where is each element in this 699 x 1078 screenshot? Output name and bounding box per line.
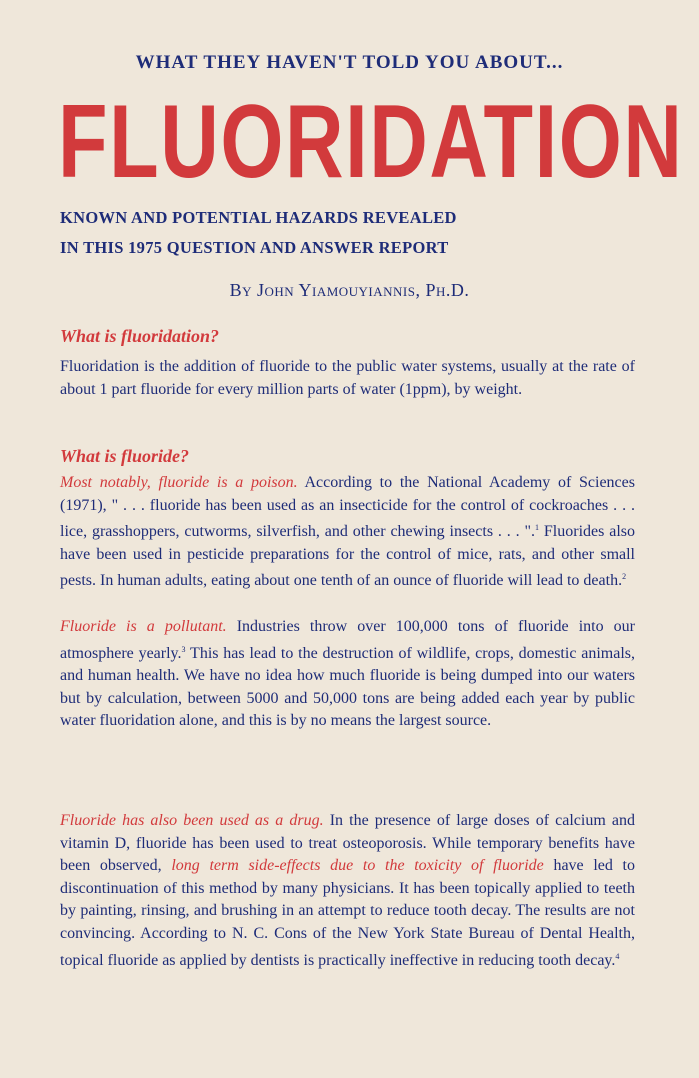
subtitle-line-1: KNOWN AND POTENTIAL HAZARDS REVEALED (60, 208, 457, 227)
footnote-ref: 1 (535, 523, 540, 533)
paragraph-body: In the presence of large doses of calcium and vitamin D, fluoride has been used to treat osteoporosis. While temporary benefits have been observed, (60, 812, 635, 875)
paragraph-lead: Most notably, fluoride is a poison. (60, 474, 298, 491)
page-title: FLUORIDATION (58, 84, 684, 200)
paragraph (60, 616, 635, 733)
byline: By John Yiamouyiannis, Ph.D. (229, 280, 470, 300)
footnote-ref: 2 (622, 572, 627, 582)
paragraph-body: According to the National Academy of Sciences (1971), " . . . fluoride has been used as an insecticide for the control of cockroaches . . . lice, grasshoppers, cutworms, silverfish, and other chewing insects . . . ". (60, 474, 635, 541)
subtitle-line-2: IN THIS 1975 QUESTION AND ANSWER REPORT (60, 238, 449, 257)
paragraph (60, 472, 635, 593)
paragraph (60, 810, 635, 972)
title-container (58, 84, 684, 200)
paragraph-body: have led to discontinuation of this method by many physicians. It has been topically applied to teeth by painting, rinsing, and brushing in an attempt to reduce tooth decay. The results are not convincing. According to N. C. Cons of the New York State Bureau of Dental Health, topical fluoride as applied by dentists is practically ineffective in reducing tooth decay. (60, 857, 636, 969)
footnote-ref: 3 (181, 644, 186, 654)
section-heading: What is fluoride? (60, 446, 190, 466)
paragraph-lead: Fluoride is a pollutant. (60, 618, 227, 635)
paragraph-body: Industries throw over 100,000 tons of fluoride into our atmosphere yearly. (60, 618, 635, 662)
paragraph (60, 356, 635, 401)
paragraph-lead: Fluoride has also been used as a drug. (60, 812, 324, 829)
kicker-heading: WHAT THEY HAVEN'T TOLD YOU ABOUT... (135, 52, 564, 73)
paragraph-body: Fluoridation is the addition of fluoride to the public water systems, usually at the rate of about 1 part fluoride for every million parts of water (1ppm), by weight. (60, 358, 635, 398)
section-heading: What is fluoridation? (60, 326, 220, 346)
paragraph-body: This has lead to the destruction of wildlife, crops, domestic animals, and human health. We have no idea how much fluoride is being dumped into our waters but by calculation, between 5000 and 50,000 tons are being added each year by public water fluoridation alone, and this is by no means the largest source. (60, 644, 636, 730)
paragraph-body: Fluorides also have been used in pesticide preparations for the control of mice, rats, and other small pests. In human adults, eating about one tenth of an ounce of fluoride will lead to death. (60, 523, 635, 590)
paragraph-emphasis: long term side-effects due to the toxicity of fluoride (171, 857, 544, 875)
footnote-ref: 4 (615, 951, 620, 961)
